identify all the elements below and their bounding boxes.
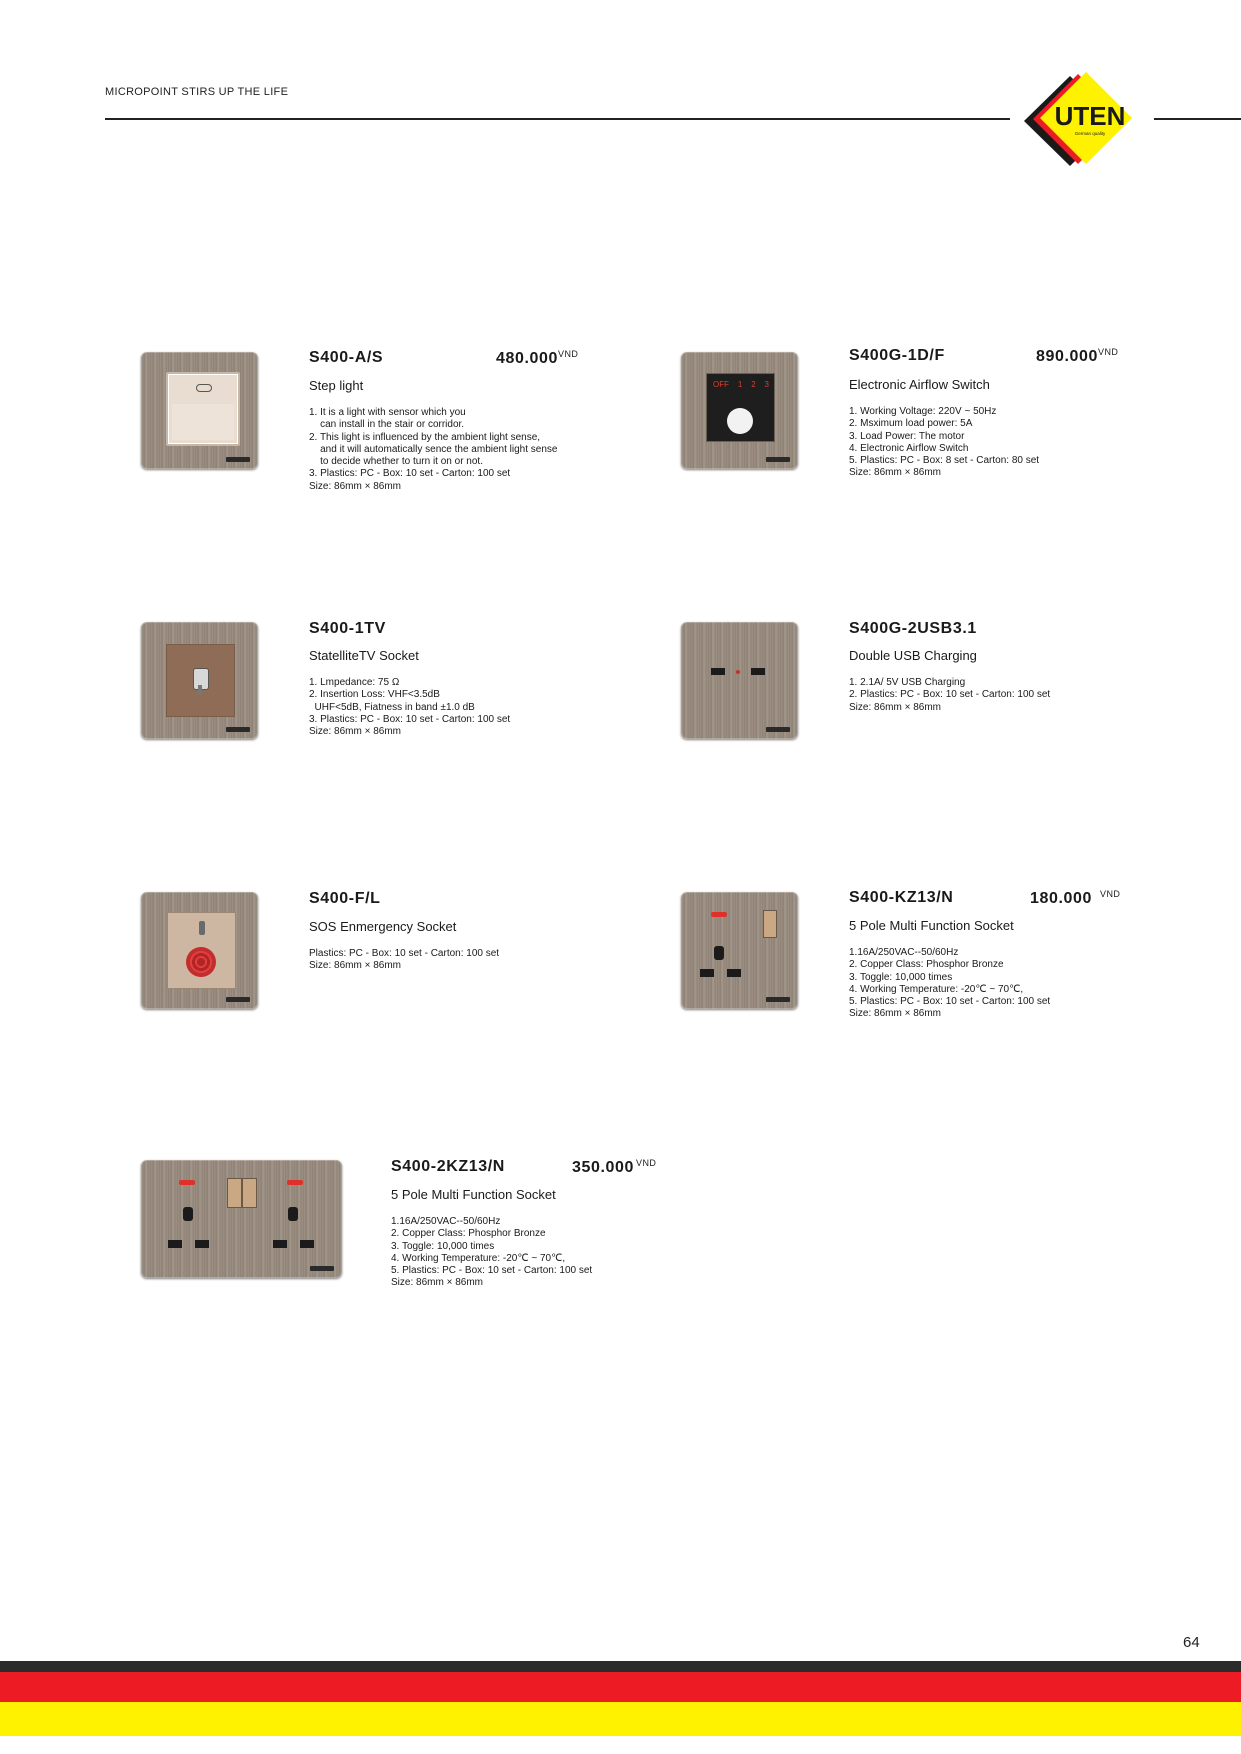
product-specs: Plastics: PC - Box: 10 set - Carton: 100 set Size: 86mm × 86mm bbox=[309, 948, 500, 972]
product-image-step-light bbox=[141, 352, 258, 469]
product-image-multi-socket bbox=[681, 892, 798, 1009]
footer-stripe-red bbox=[0, 1672, 1241, 1702]
display-level-1: 1 bbox=[737, 380, 743, 389]
socket-earth-pin-icon bbox=[288, 1207, 298, 1221]
price-currency: VND bbox=[1098, 347, 1119, 357]
price-currency: VND bbox=[1100, 889, 1121, 899]
product-name: 5 Pole Multi Function Socket bbox=[391, 1187, 556, 1202]
logo-text: UTEN bbox=[1054, 101, 1126, 131]
socket-neutral-pin-icon bbox=[195, 1240, 209, 1248]
footer-stripe-yellow bbox=[0, 1702, 1241, 1736]
header-rule-right bbox=[1154, 118, 1241, 120]
power-indicator-left-icon bbox=[179, 1180, 195, 1185]
fan-icon bbox=[727, 408, 753, 434]
page-tagline: MICROPOINT STIRS UP THE LIFE bbox=[105, 86, 289, 98]
product-image-usb-charger bbox=[681, 622, 798, 739]
product-code: S400-F/L bbox=[309, 890, 381, 907]
display-level-2: 2 bbox=[751, 380, 756, 389]
uten-logo bbox=[1024, 70, 1150, 172]
product-code: S400G-1D/F bbox=[849, 347, 945, 364]
price-currency: VND bbox=[636, 1158, 657, 1168]
product-price: 350.000 $^{VND}$ bbox=[572, 1158, 657, 1176]
product-name: Electronic Airflow Switch bbox=[849, 377, 990, 392]
socket-earth-pin-icon bbox=[183, 1207, 193, 1221]
brand-badge bbox=[226, 727, 250, 732]
sos-insert bbox=[167, 912, 236, 989]
header-rule bbox=[105, 118, 1010, 120]
product-image-double-multi-socket bbox=[141, 1160, 342, 1278]
brand-badge bbox=[766, 457, 790, 462]
product-specs: 1. Working Voltage: 220V ~ 50Hz 2. Msximum load power: 5A 3. Load Power: The motor 4. Electronic Airflow Switch 5. Plastics: PC - Box: 8 set - Carton: 80 set Size: 86mm × 86mm bbox=[849, 406, 1040, 479]
socket-neutral-pin-icon bbox=[300, 1240, 314, 1248]
product-specs: 1. 2.1A/ 5V USB Charging 2. Plastics: PC - Box: 10 set - Carton: 100 set Size: 86mm × 86mm bbox=[849, 677, 1051, 713]
product-name: SOS Enmergency Socket bbox=[309, 919, 457, 934]
product-specs: 1.16A/250VAC--50/60Hz 2. Copper Class: Phosphor Bronze 3. Toggle: 10,000 times 4. Working Temperature: -20℃ ~ 70℃, 5. Plastics: PC - Box: 10 set - Carton: 100 set Size: 86mm × 86mm bbox=[391, 1216, 593, 1289]
page-number: 64 bbox=[1183, 1634, 1200, 1651]
display-level-3: 3 bbox=[764, 380, 769, 389]
product-code: S400-1TV bbox=[309, 620, 386, 637]
product-name: StatelliteTV Socket bbox=[309, 648, 419, 663]
logo-subtext: German quality bbox=[1074, 131, 1106, 136]
socket-live-pin-icon bbox=[168, 1240, 182, 1248]
brand-badge bbox=[310, 1266, 334, 1271]
socket-earth-pin-icon bbox=[714, 946, 724, 960]
display-off-label: OFF bbox=[713, 380, 729, 389]
usb-port-right-icon bbox=[751, 668, 765, 675]
product-specs: 1. It is a light with sensor which you can install in the stair or corridor. 2. This light is influenced by the ambient light sense, and it will automatically sence the ambient light sense to decide whether to turn it on or not. 3. Plastics: PC - Box: 10 set - Carton: 100 set Size: 86mm × 86mm bbox=[309, 407, 558, 492]
product-price: 180.000 $^{VND}$ bbox=[1030, 889, 1121, 907]
usb-indicator-icon bbox=[736, 670, 740, 674]
product-image-airflow-switch bbox=[681, 352, 798, 469]
product-image-sos-socket bbox=[141, 892, 258, 1009]
product-name: 5 Pole Multi Function Socket bbox=[849, 918, 1014, 933]
step-light-lens bbox=[166, 372, 240, 446]
product-name: Double USB Charging bbox=[849, 648, 977, 663]
brand-badge bbox=[226, 457, 250, 462]
product-name: Step light bbox=[309, 378, 364, 393]
socket-live-pin-icon bbox=[700, 969, 714, 977]
tv-socket-insert bbox=[166, 644, 235, 717]
product-specs: 1.16A/250VAC--50/60Hz 2. Copper Class: Phosphor Bronze 3. Toggle: 10,000 times 4. Working Temperature: -20℃ ~ 70℃, 5. Plastics: PC - Box: 10 set - Carton: 100 set Size: 86mm × 86mm bbox=[849, 947, 1051, 1020]
brand-badge bbox=[766, 727, 790, 732]
airflow-display-panel bbox=[706, 373, 775, 442]
key-icon bbox=[199, 921, 205, 935]
usb-port-left-icon bbox=[711, 668, 725, 675]
rocker-switch-icon bbox=[763, 910, 777, 938]
product-image-tv-socket bbox=[141, 622, 258, 739]
product-code: S400-2KZ13/N bbox=[391, 1158, 505, 1175]
product-code: S400-A/S bbox=[309, 349, 384, 366]
brand-badge bbox=[226, 997, 250, 1002]
alarm-button-icon bbox=[186, 947, 216, 977]
product-code: S400-KZ13/N bbox=[849, 889, 954, 906]
product-price: $890.000^{VND}$ bbox=[1036, 347, 1119, 365]
power-indicator-icon bbox=[711, 912, 727, 917]
footer-stripe-black bbox=[0, 1661, 1241, 1672]
power-indicator-right-icon bbox=[287, 1180, 303, 1185]
brand-badge bbox=[766, 997, 790, 1002]
sensor-icon bbox=[196, 384, 212, 392]
product-specs: 1. Lmpedance: 75 Ω 2. Insertion Loss: VHF<3.5dB UHF<5dB, Fiatness in band ±1.0 dB 3. Plastics: PC - Box: 10 set - Carton: 100 set Size: 86mm × 86mm bbox=[309, 677, 511, 738]
socket-neutral-pin-icon bbox=[727, 969, 741, 977]
rocker-switch-right-icon bbox=[242, 1178, 257, 1208]
product-code: S400G-2USB3.1 bbox=[849, 620, 977, 637]
socket-live-pin-icon bbox=[273, 1240, 287, 1248]
rocker-switch-left-icon bbox=[227, 1178, 242, 1208]
product-price: $480.000^{VND}$ bbox=[496, 349, 579, 367]
price-currency: VND bbox=[558, 349, 579, 359]
